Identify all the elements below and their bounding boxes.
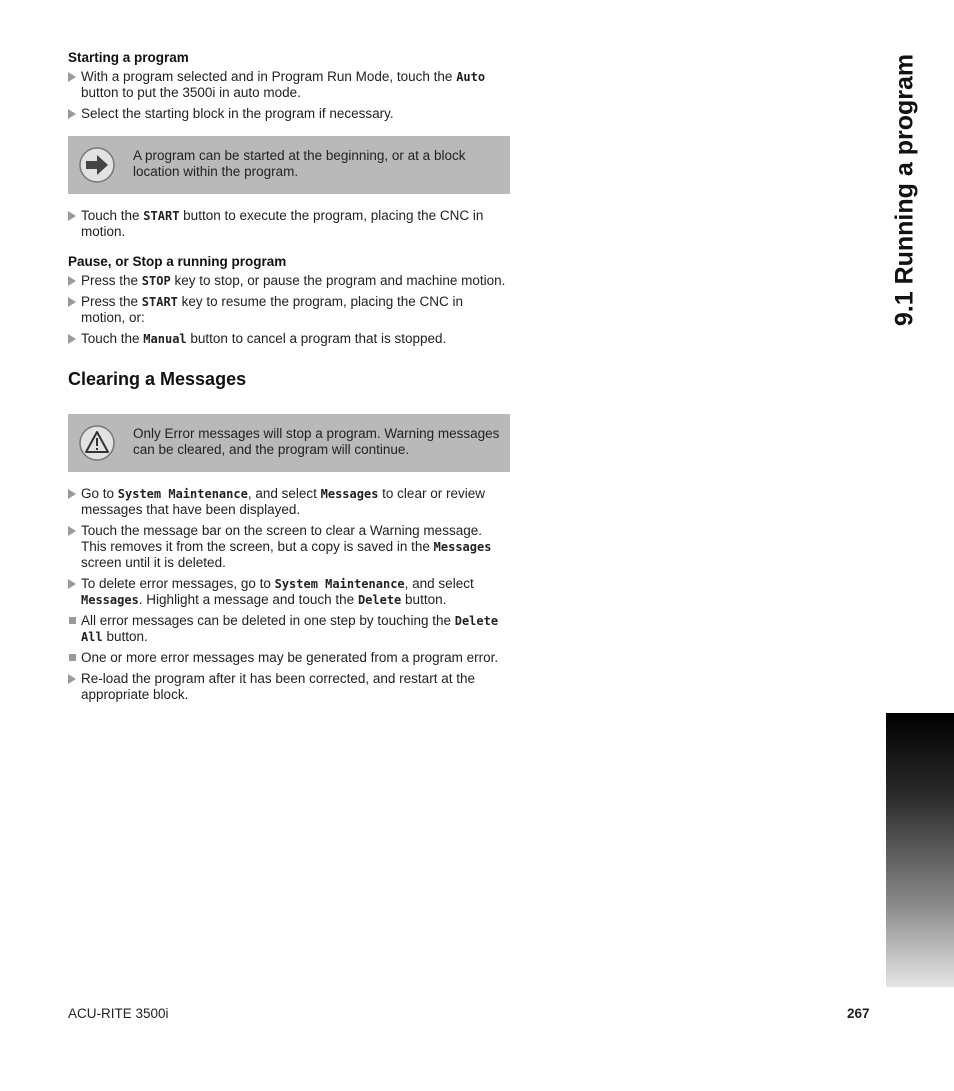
list-item: Press the STOP key to stop, or pause the program and machine motion. [68,273,510,289]
arrow-bullet-icon [68,211,76,221]
system-maintenance-label: System Maintenance [117,487,248,501]
start-button-label: START [143,209,180,223]
list-item: To delete error messages, go to System Maintenance, and select Messages. Highlight a message and touch the Delete button. [68,576,510,608]
list-item: One or more error messages may be generated from a program error. [68,650,510,666]
arrow-bullet-icon [68,334,76,344]
note-text: A program can be started at the beginning, or at a block location within the program. [133,148,466,179]
heading-starting-program: Starting a program [68,50,189,65]
list-item: With a program selected and in Program Run Mode, touch the Auto button to put the 3500i in auto mode. [68,69,510,101]
square-bullet-icon [69,617,76,624]
info-note-box [68,136,510,194]
page-number: 267 [847,1006,870,1021]
arrow-bullet-icon [68,72,76,82]
heading-pause-stop: Pause, or Stop a running program [68,254,287,269]
delete-all-button-label: Delete All [81,614,499,644]
list-item: Touch the START button to execute the program, placing the CNC in motion. [68,208,510,240]
arrow-bullet-icon [68,276,76,286]
messages-label: Messages [81,593,139,607]
list-item: Re-load the program after it has been corrected, and restart at the appropriate block. [68,671,510,703]
page-content [68,50,510,708]
chapter-title-vertical: 9.1 Running a program [890,53,919,327]
list-item: All error messages can be deleted in one step by touching the Delete All button. [68,613,510,645]
chapter-tab-bar [886,713,954,987]
list-item: Go to System Maintenance, and select Messages to clear or review messages that have been displayed. [68,486,510,518]
delete-button-label: Delete [357,593,402,607]
list-item: Select the starting block in the program if necessary. [68,106,510,122]
arrow-bullet-icon [68,489,76,499]
stop-key-label: STOP [141,274,171,288]
arrow-right-icon [78,146,116,184]
square-bullet-icon [69,654,76,661]
list-item: Touch the Manual button to cancel a program that is stopped. [68,331,510,347]
messages-label: Messages [320,487,379,501]
arrow-bullet-icon [68,674,76,684]
warning-note-box [68,414,510,472]
start-key-label: START [141,295,178,309]
arrow-bullet-icon [68,297,76,307]
warning-icon [78,424,116,462]
list-item: Touch the message bar on the screen to clear a Warning message. This removes it from the screen, but a copy is saved in the Messages screen until it is deleted. [68,523,510,571]
warning-text: Only Error messages will stop a program. Warning messages can be cleared, and the program will continue. [133,426,500,457]
auto-button-label: Auto [456,70,486,84]
arrow-bullet-icon [68,579,76,589]
arrow-bullet-icon [68,526,76,536]
system-maintenance-label: System Maintenance [274,577,405,591]
arrow-bullet-icon [68,109,76,119]
manual-button-label: Manual [143,332,187,346]
footer-product-name: ACU-RITE 3500i [68,1006,169,1021]
heading-clearing-messages: Clearing a Messages [68,369,247,389]
list-item: Press the START key to resume the program, placing the CNC in motion, or: [68,294,510,326]
messages-label: Messages [433,540,492,554]
